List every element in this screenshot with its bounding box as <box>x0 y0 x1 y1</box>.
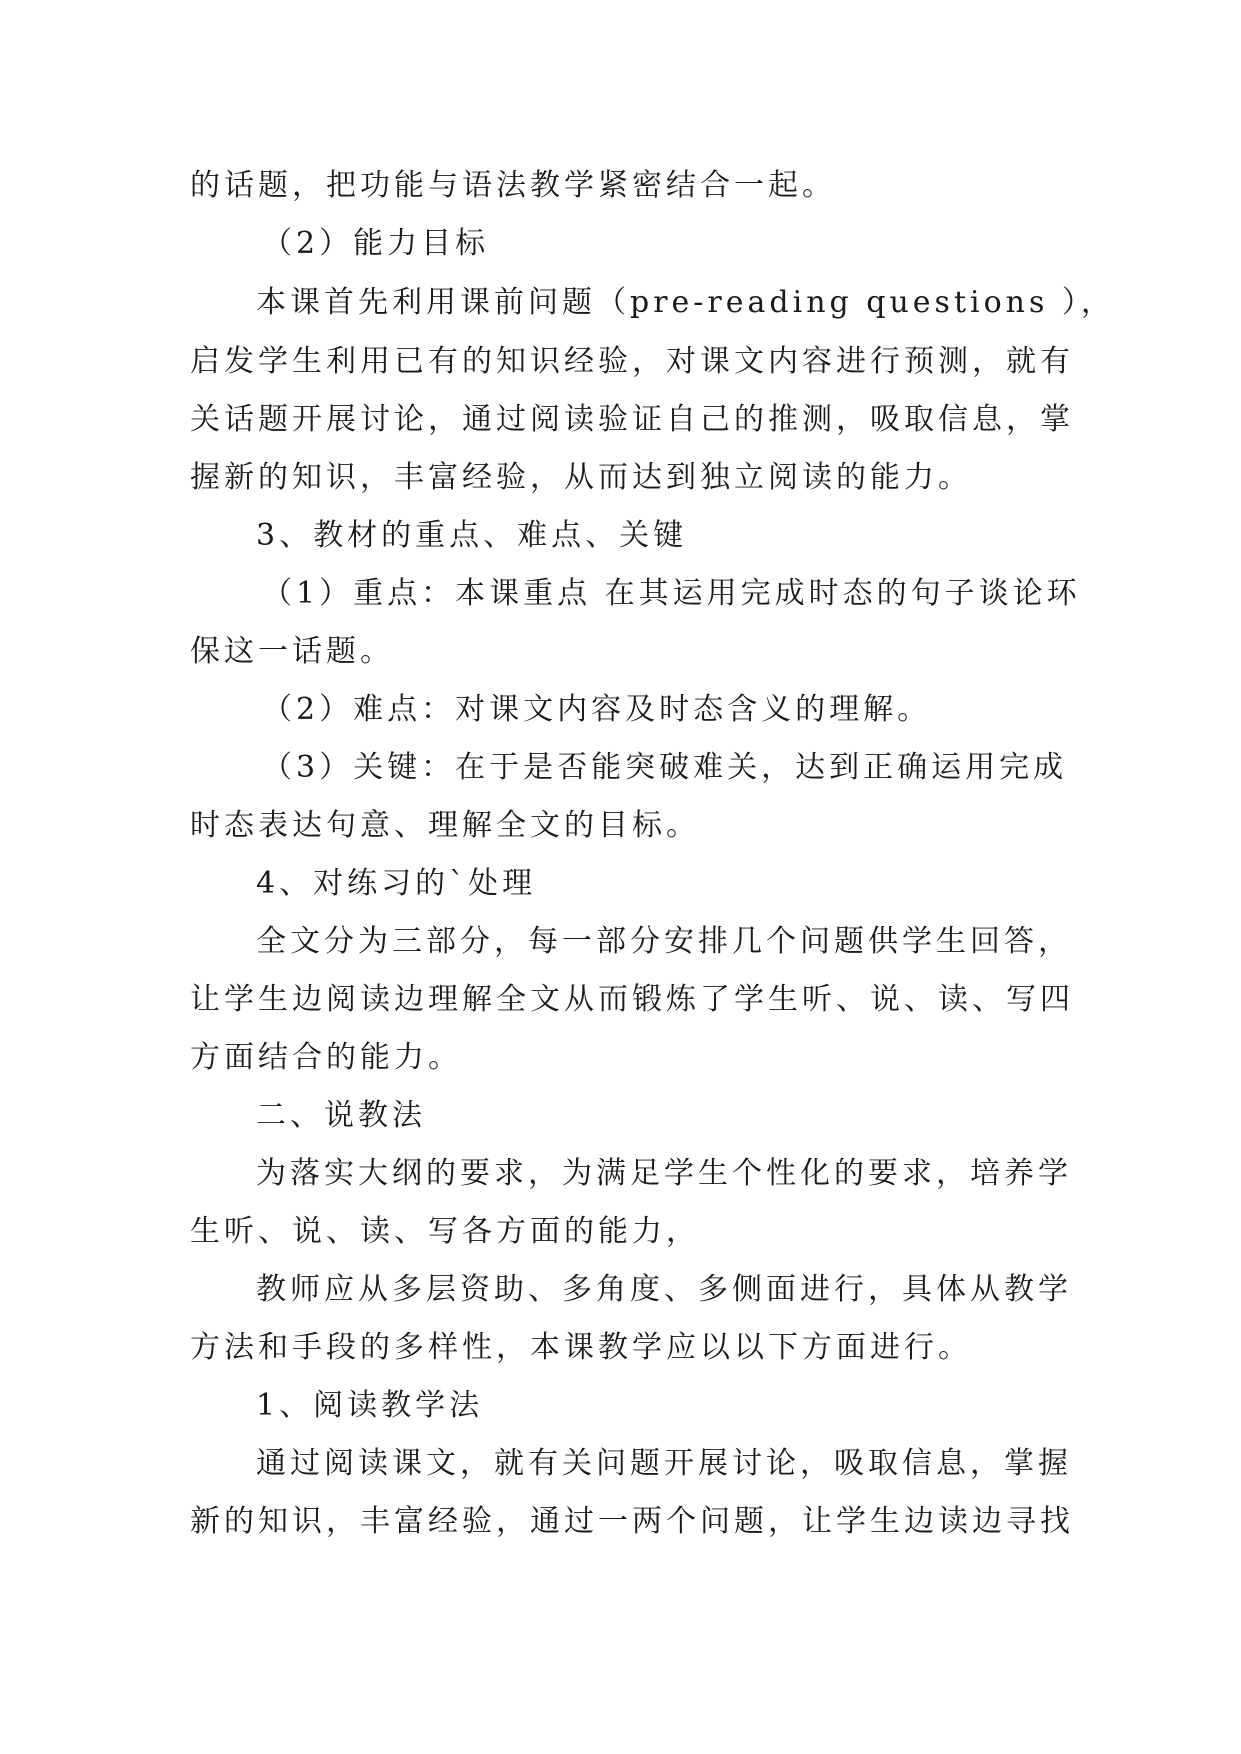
text-line: 教师应从多层资助、多角度、多侧面进行，具体从教学 <box>256 1272 1072 1307</box>
text-line: 3、教材的重点、难点、关键 <box>256 518 688 553</box>
text-line: 的话题，把功能与语法教学紧密结合一起。 <box>190 168 836 203</box>
text-line: 方法和手段的多样性，本课教学应以以下方面进行。 <box>190 1330 972 1365</box>
text-line: 4、对练习的`处理 <box>256 866 537 901</box>
text-line: （3）关键：在于是否能突破难关，达到正确运用完成 <box>262 750 1068 785</box>
text-line: 全文分为三部分，每一部分安排几个问题供学生回答， <box>256 924 1072 959</box>
text-line: （1）重点：本课重点 在其运用完成时态的句子谈论环 <box>262 576 1081 611</box>
text-line: 本课首先利用课前问题（pre-reading questions ）， <box>256 285 1115 320</box>
text-line: 启发学生利用已有的知识经验，对课文内容进行预测，就有 <box>190 344 1074 379</box>
text-line: 关话题开展讨论，通过阅读验证自己的推测，吸取信息，掌 <box>190 402 1074 437</box>
text-line: 1、阅读教学法 <box>256 1388 484 1423</box>
text-line: 二、说教法 <box>256 1098 426 1133</box>
text-line: 握新的知识，丰富经验，从而达到独立阅读的能力。 <box>190 460 972 495</box>
text-line: 为落实大纲的要求，为满足学生个性化的要求，培养学 <box>256 1156 1072 1191</box>
text-line: 新的知识，丰富经验，通过一两个问题，让学生边读边寻找 <box>190 1504 1074 1539</box>
text-line: 保这一话题。 <box>190 634 394 669</box>
text-line: 时态表达句意、理解全文的目标。 <box>190 808 700 843</box>
text-line: （2）难点：对课文内容及时态含义的理解。 <box>262 692 932 727</box>
text-line: 生听、说、读、写各方面的能力， <box>190 1214 700 1249</box>
text-line: 通过阅读课文，就有关问题开展讨论，吸取信息，掌握 <box>256 1446 1072 1481</box>
text-line: （2）能力目标 <box>262 226 490 261</box>
text-line: 让学生边阅读边理解全文从而锻炼了学生听、说、读、写四 <box>190 982 1074 1017</box>
text-line: 方面结合的能力。 <box>190 1040 462 1075</box>
